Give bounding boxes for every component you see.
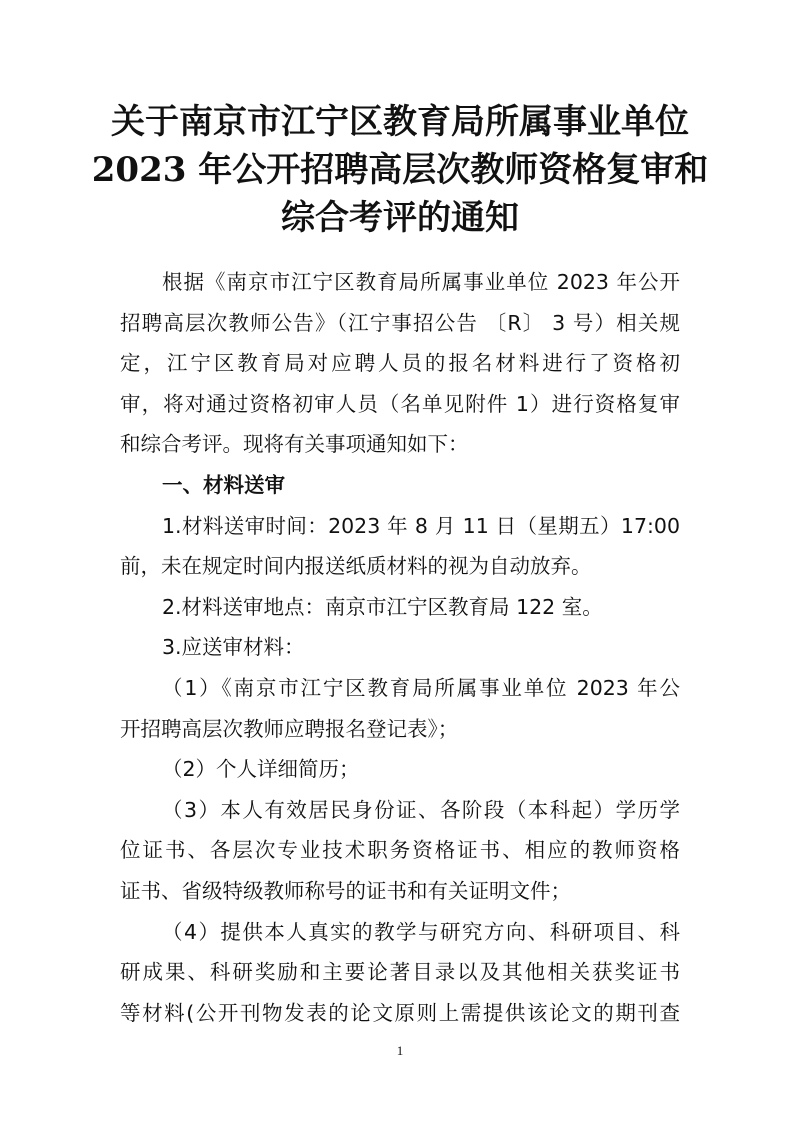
sub-item-3-line-1: （3）本人有效居民身份证、各阶段（本科起）学历学: [162, 797, 680, 822]
sub-item-1-line-2: 开招聘高层次教师应聘报名登记表》；: [120, 716, 459, 741]
item-2: 2.材料送审地点：南京市江宁区教育局 122 室。: [162, 594, 603, 619]
intro-line-1: 根据《南京市江宁区教育局所属事业单位 2023 年公开: [162, 270, 680, 294]
item-3: 3.应送审材料：: [162, 635, 305, 660]
intro-line-5: 和综合考评。现将有关事项通知如下：: [120, 432, 469, 457]
section-heading: 一、材料送审: [162, 472, 285, 497]
intro-line-4: 审，将对通过资格初审人员（名单见附件 1）进行资格复审: [120, 391, 680, 416]
item-1-line-2: 前，未在规定时间内报送纸质材料的视为自动放弃。: [120, 554, 592, 579]
document-title: [0, 98, 800, 242]
intro-line-3: 定，江宁区教育局对应聘人员的报名材料进行了资格初: [120, 351, 680, 376]
title-line-3: 综合考评的通知: [281, 198, 519, 238]
page-number: 1: [396, 1043, 404, 1058]
item-1-line-1: 1.材料送审时间：2023 年 8 月 11 日（星期五）17:00: [162, 513, 680, 538]
document-body: [120, 262, 680, 1033]
title-line-2: 2023 年公开招聘高层次教师资格复审和: [91, 150, 709, 190]
sub-item-4-line-3: 等材料(公开刊物发表的论文原则上需提供该论文的期刊查: [120, 1000, 680, 1025]
sub-item-3-line-2: 位证书、各层次专业技术职务资格证书、相应的教师资格: [120, 838, 680, 863]
sub-item-4-line-2: 研成果、科研奖励和主要论著目录以及其他相关获奖证书: [120, 960, 680, 985]
sub-item-3-line-3: 证书、省级特级教师称号的证书和有关证明文件；: [120, 878, 571, 903]
sub-item-2: （2）个人详细简历；: [162, 757, 360, 782]
sub-item-4-line-1: （4）提供本人真实的教学与研究方向、科研项目、科: [162, 919, 680, 944]
sub-item-1-line-1: （1）《南京市江宁区教育局所属事业单位 2023 年公: [162, 675, 680, 700]
title-line-1: 关于南京市江宁区教育局所属事业单位: [111, 102, 689, 142]
intro-line-2: 招聘高层次教师公告》（江宁事招公告 〔R〕 3 号）相关规: [120, 310, 680, 335]
